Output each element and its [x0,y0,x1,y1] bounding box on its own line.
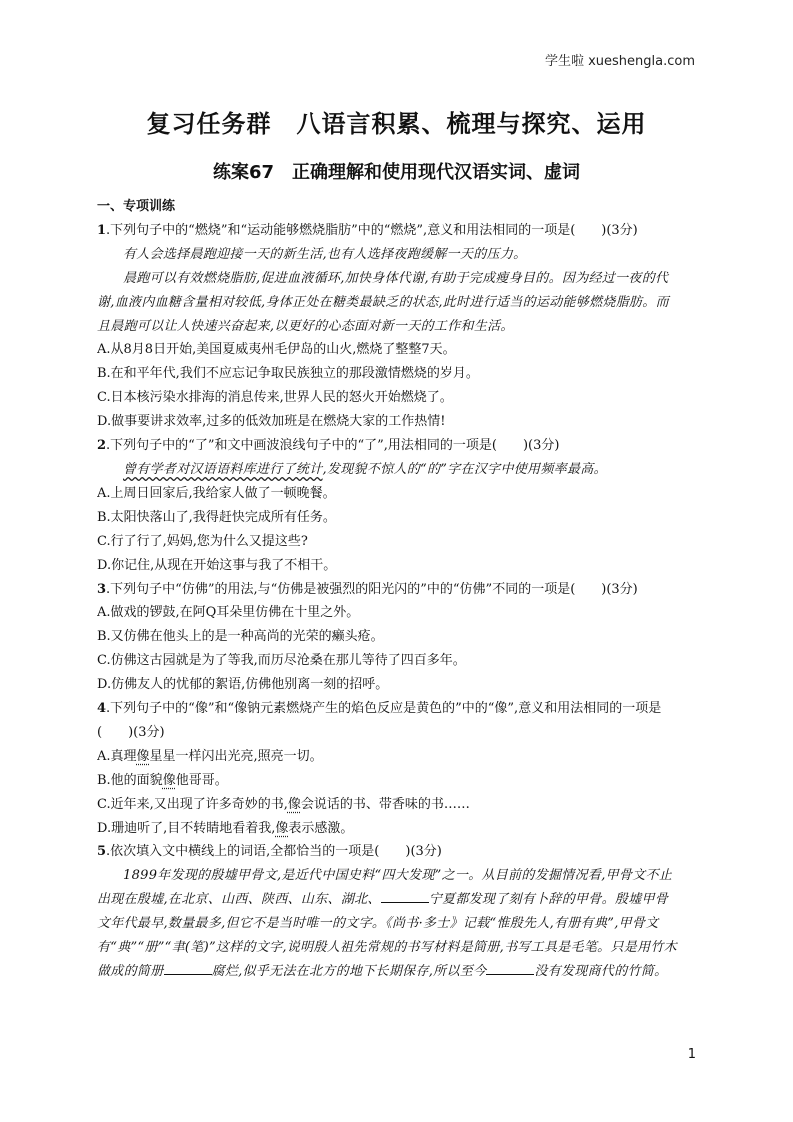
option-text: 会说话的书、带香味的书…… [300,796,470,812]
option-c [97,793,697,817]
question-text: .下列句子中“仿佛”的用法,与“仿佛是被强烈的阳光闪的”中的“仿佛”不同的一项是( )(3分) [106,581,638,597]
option-d: D.仿佛友人的忧郁的絮语,仿佛他别离一刻的招呼。 [97,677,389,693]
emphasis-mark: 像 [287,796,301,812]
question-number: 2 [97,438,107,454]
question-text: .下列句子中的“了”和文中画波浪线句子中的“了”,用法相同的一项是( )(3分) [106,438,560,454]
emphasis-mark: 像 [162,772,176,788]
question-text: .下列句子中的“像”和“像钠元素燃烧产生的焰色反应是黄色的”中的“像”,意义和用法相同的一项是 [106,701,662,717]
option-a: A.做戏的锣鼓,在阿Q耳朵里仿佛在十里之外。 [97,605,360,621]
option-d [97,817,697,841]
passage-text: ,发现貌不惊人的“的”字在汉字中使用频率最高。 [322,461,607,477]
wavy-underlined-sentence: 曾有学者对汉语语料库进行了统计 [123,461,323,477]
sub-title: 练案67 正确理解和使用现代汉语实词、虚词 [212,162,581,183]
option-a [97,745,697,769]
passage-text: 没有发现商代的竹简。 [534,964,668,979]
option-text: 他哥哥。 [175,772,228,788]
option-text: D.珊迪听了,目不转睛地看着我, [97,820,276,836]
question-number: 4 [97,701,107,717]
option-text: C.近年来,又出现了许多奇妙的书, [97,796,288,812]
option-text: 星星一样闪出光亮,照亮一切。 [149,748,323,764]
question-3-stem [97,578,697,602]
option-a: A.上周日回家后,我给家人做了一顿晚餐。 [97,485,336,501]
question-number: 3 [97,581,107,597]
option-text: B.他的面貌 [97,772,163,788]
fill-blank-2[interactable] [164,962,212,975]
main-title: 复习任务群 八语言积累、梳理与探究、运用 [146,110,647,138]
fill-blank-3[interactable] [486,962,534,975]
page-number: 1 [687,1047,696,1062]
document-body [97,195,697,984]
passage-line [97,888,697,912]
passage-text: 宁夏都发现了刻有卜辞的甲骨。殷墟甲骨 [428,892,669,908]
option-a: A.从8月8日开始,美国夏威夷州毛伊岛的山火,燃烧了整整7天。 [97,342,456,358]
option-b: B.太阳快落山了,我得赶快完成所有任务。 [97,509,336,525]
section-heading: 一、专项训练 [97,199,176,214]
passage-text: 腐烂,似乎无法在北方的地下长期保存,所以至今 [211,964,487,979]
site-header: 学生啦 xueshengla.com [544,54,695,69]
option-d: D.你记住,从现在开始这事与我了不相干。 [97,557,337,573]
question-1-stem [97,219,697,243]
passage-line: 且晨跑可以让人快速兴奋起来,以更好的心态面对新一天的工作和生活。 [97,318,514,334]
option-text: A.真理 [97,748,137,764]
option-c: C.行了行了,妈妈,您为什么又提这些? [97,533,308,549]
question-number: 1 [97,222,107,238]
passage-line: 文年代最早,数量最多,但它不是当时唯一的文字。《尚书·多士》记载“惟殷先人,有册有典”,甲骨文 [97,916,659,932]
passage-line [97,960,697,984]
option-c: C.仿佛这古园就是为了等我,而历尽沧桑在那儿等待了四百多年。 [97,653,466,669]
option-b [97,769,697,793]
question-4-stem-cont: ( )(3分) [97,724,165,740]
passage-text: 出现在殷墟,在北京、山西、陕西、山东、湖北、 [97,892,381,908]
question-2-stem [97,434,697,458]
option-b: B.又仿佛在他头上的是一种高尚的光荣的癞头疮。 [97,629,384,645]
question-4-stem [97,697,697,721]
question-5-stem [97,840,697,864]
passage-text: 做成的简册 [97,964,164,979]
option-d: D.做事要讲求效率,过多的低效加班是在燃烧大家的工作热情! [97,414,446,430]
passage-line: 晨跑可以有效燃烧脂肪,促进血液循环,加快身体代谢,有助于完成瘦身目的。因为经过一夜的代 [123,270,669,286]
emphasis-mark: 像 [275,820,289,836]
fill-blank-1[interactable] [381,890,429,903]
question-text: .依次填入文中横线上的词语,全都恰当的一项是( )(3分) [106,844,442,860]
question-number: 5 [97,844,107,860]
passage-line [97,458,697,482]
passage-line: 有人会选择晨跑迎接一天的新生活,也有人选择夜跑缓解一天的压力。 [123,246,527,262]
option-text: 表示感激。 [288,820,354,836]
option-c: C.日本核污染水排海的消息传来,世界人民的怒火开始燃烧了。 [97,390,453,406]
option-b: B.在和平年代,我们不应忘记争取民族独立的那段激情燃烧的岁月。 [97,366,479,382]
passage-line: 谢,血液内血糖含量相对较低,身体正处在糖类最缺乏的状态,此时进行适当的运动能够燃烧脂肪。而 [97,294,669,310]
passage-line: 1899年发现的殷墟甲骨文,是近代中国史料“四大发现”之一。从目前的发掘情况看,甲骨文不止 [123,868,673,884]
emphasis-mark: 像 [136,748,150,764]
question-text: .下列句子中的“燃烧”和“运动能够燃烧脂肪”中的“燃烧”,意义和用法相同的一项是( )(3分) [106,222,638,238]
passage-line: 有“典”“册”“聿(笔)”这样的文字,说明殷人祖先常规的书写材料是简册,书写工具是毛笔。只是用竹木 [97,940,677,956]
